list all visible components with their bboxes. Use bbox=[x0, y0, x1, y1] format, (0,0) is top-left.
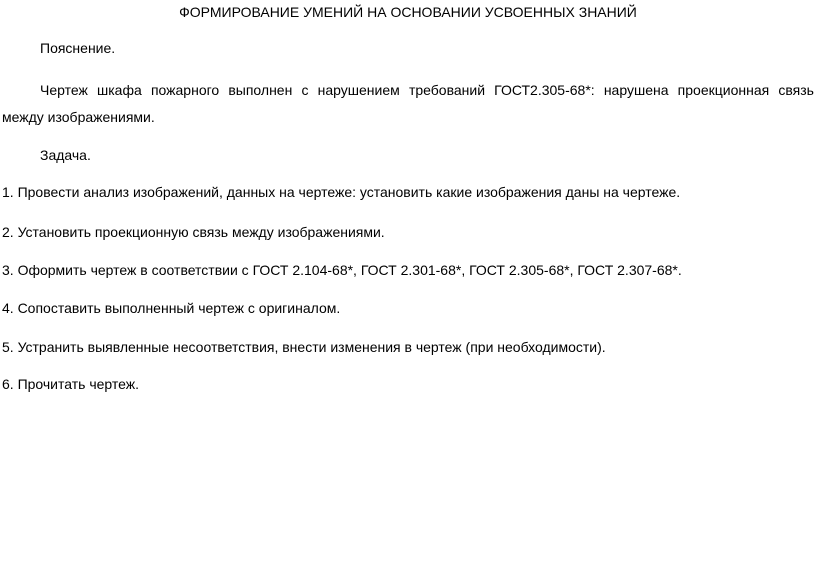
explanation-word: проекционная bbox=[677, 82, 770, 98]
explanation-word: ГОСТ2.305-68*: bbox=[494, 82, 595, 98]
explanation-word: Чертеж bbox=[40, 82, 88, 98]
explanation-paragraph-line-2: между изображениями. bbox=[2, 109, 155, 125]
explanation-heading: Пояснение. bbox=[40, 40, 116, 56]
explanation-word: связь bbox=[778, 82, 814, 98]
explanation-word: требований bbox=[408, 82, 486, 98]
document-title: ФОРМИРОВАНИЕ УМЕНИЙ НА ОСНОВАНИИ УСВОЕННЫХ ЗНАНИЙ bbox=[179, 4, 637, 20]
task-item: 6. Прочитать чертеж. bbox=[2, 376, 140, 392]
task-item: 3. Оформить чертеж в соответствии с ГОСТ 2.104-68*, ГОСТ 2.301-68*, ГОСТ 2.305-68*, ГОСТ 2.307-68*. bbox=[2, 262, 682, 278]
task-heading: Задача. bbox=[40, 147, 91, 163]
explanation-word: шкафа bbox=[97, 82, 142, 98]
explanation-paragraph-line-1 bbox=[40, 80, 814, 100]
explanation-word: с bbox=[301, 82, 309, 98]
explanation-word: нарушением bbox=[317, 82, 400, 98]
task-item: 2. Установить проекционную связь между изображениями. bbox=[2, 224, 385, 240]
task-item: 1. Провести анализ изображений, данных на чертеже: установить какие изображения даны на чертеже. bbox=[2, 184, 681, 200]
explanation-word: пожарного bbox=[150, 82, 220, 98]
task-item: 5. Устранить выявленные несоответствия, внести изменения в чертеж (при необходимости). bbox=[2, 339, 606, 355]
explanation-word: нарушена bbox=[603, 82, 669, 98]
task-item: 4. Сопоставить выполненный чертеж с оригиналом. bbox=[2, 300, 341, 316]
explanation-word: выполнен bbox=[228, 82, 293, 98]
